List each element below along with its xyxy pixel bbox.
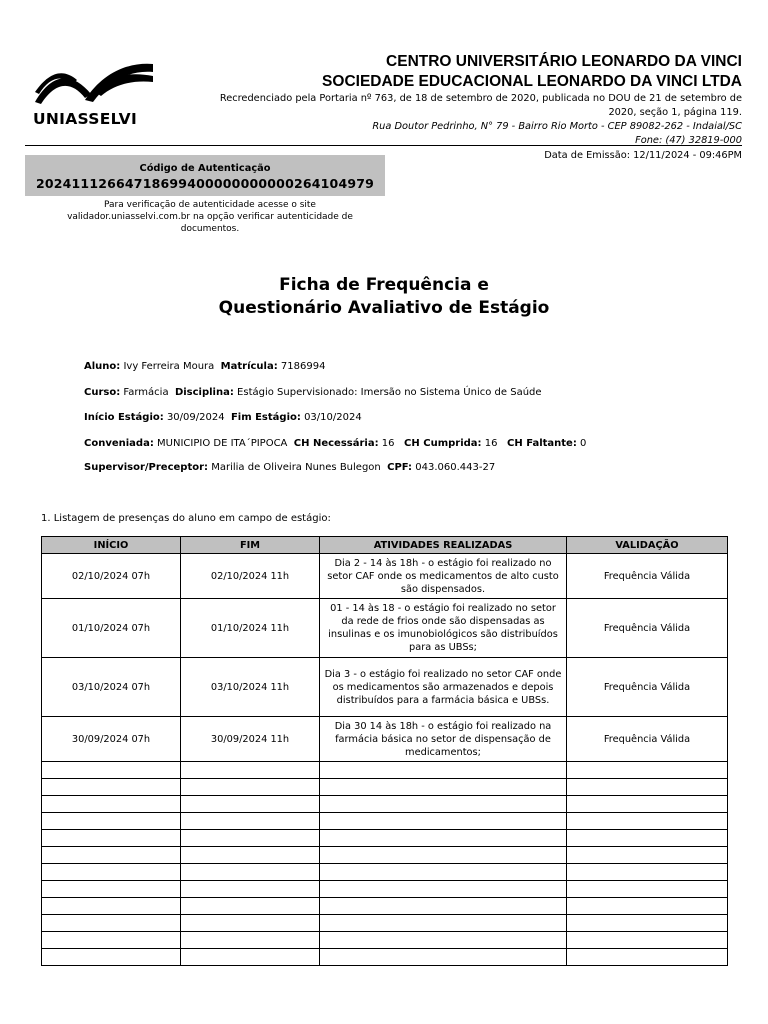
disciplina-label: Disciplina: [174, 387, 234, 398]
attendance-header-row [42, 537, 728, 554]
cell-inicio: 01/10/2024 07h [42, 599, 181, 658]
cell-inicio: 03/10/2024 07h [42, 658, 181, 717]
inicio-value: 30/09/2024 [166, 412, 225, 423]
table-row [42, 554, 728, 599]
cell-fim: 30/09/2024 11h [181, 717, 320, 762]
authentication-code: 20241112664718699400000000000264104979 [35, 176, 375, 191]
empty-row [42, 847, 728, 864]
empty-row [42, 949, 728, 966]
cell-inicio: 02/10/2024 07h [42, 554, 181, 599]
table-row [42, 658, 728, 717]
cell-fim: 02/10/2024 11h [181, 554, 320, 599]
logo-text: UNIASSELVI [33, 110, 138, 128]
empty-row [42, 932, 728, 949]
curso-label: Curso: [84, 387, 121, 398]
disciplina-value: Estágio Supervisionado: Imersão no Sistema Único de Saúde [237, 387, 542, 398]
ch-faltante-label: CH Faltante: [507, 438, 577, 449]
institution-name-2: SOCIEDADE EDUCACIONAL LEONARDO DA VINCI LTDA [322, 73, 742, 90]
cell-validacao: Frequência Válida [567, 554, 728, 599]
cell-atividades: Dia 3 - o estágio foi realizado no setor CAF onde os medicamentos são armazenados e depois distribuídos para a farmácia básica e UBSs. [320, 658, 567, 717]
uniasselvi-logo [33, 62, 155, 128]
empty-row [42, 813, 728, 830]
empty-row [42, 864, 728, 881]
aluno-value: Ivy Ferreira Moura [123, 361, 215, 372]
authentication-label: Código de Autenticação [139, 163, 271, 174]
matricula-label: Matrícula: [220, 361, 278, 372]
conveniada-value: MUNICIPIO DE ITA´PIPOCA [157, 438, 288, 449]
verification-note [25, 199, 395, 235]
section-1-heading: 1. Listagem de presenças do aluno em campo de estágio: [41, 513, 331, 524]
header-divider [25, 145, 742, 146]
supervisor-value: Marilia de Oliveira Nunes Bulegon [211, 462, 381, 473]
institution-phone: Fone: (47) 32819-000 [635, 135, 742, 146]
table-row [42, 717, 728, 762]
logo-wings-icon [33, 62, 155, 108]
cpf-label: CPF: [387, 462, 413, 473]
empty-row [42, 779, 728, 796]
info-row-supervisor [84, 462, 495, 473]
curso-value: Farmácia [123, 387, 169, 398]
institution-name-1: CENTRO UNIVERSITÁRIO LEONARDO DA VINCI [386, 53, 742, 70]
institution-ordinance-line1: Recredenciado pela Portaria nº 763, de 18 de setembro de 2020, publicada no DOU de 21 de setembro de [219, 93, 742, 104]
issue-date: Data de Emissão: 12/11/2024 - 09:46PM [544, 150, 742, 161]
cell-atividades: Dia 2 - 14 às 18h - o estágio foi realizado no setor CAF onde os medicamentos de alto custo são dispensados. [320, 554, 567, 599]
authentication-box [25, 155, 385, 196]
ch-cumprida-label: CH Cumprida: [404, 438, 482, 449]
cell-validacao: Frequência Válida [567, 599, 728, 658]
supervisor-label: Supervisor/Preceptor: [84, 462, 209, 473]
conveniada-label: Conveniada: [84, 438, 154, 449]
cell-inicio: 30/09/2024 07h [42, 717, 181, 762]
info-row-aluno [84, 361, 325, 372]
empty-row [42, 881, 728, 898]
header-inicio: INÍCIO [42, 537, 181, 554]
document-title-line-2: Questionário Avaliativo de Estágio [218, 298, 550, 318]
inicio-label: Início Estágio: [84, 412, 164, 423]
institution-address: Rua Doutor Pedrinho, N° 79 - Bairro Rio Morto - CEP 89082-262 - Indaial/SC [372, 121, 742, 132]
cell-validacao: Frequência Válida [567, 658, 728, 717]
institution-ordinance-line2: 2020, seção 1, página 119. [608, 107, 742, 118]
cell-fim: 01/10/2024 11h [181, 599, 320, 658]
ch-necessaria-value: 16 [381, 438, 395, 449]
cell-fim: 03/10/2024 11h [181, 658, 320, 717]
empty-row [42, 830, 728, 847]
empty-row [42, 898, 728, 915]
info-row-dates [84, 412, 362, 423]
institution-header [220, 52, 742, 148]
cell-atividades: 01 - 14 às 18 - o estágio foi realizado no setor da rede de frios onde são dispensadas as insulinas e os imunobiológicos são distribuídos para as UBSs; [320, 599, 567, 658]
info-row-conveniada [84, 438, 586, 449]
empty-row [42, 796, 728, 813]
ch-faltante-value: 0 [580, 438, 587, 449]
attendance-table [41, 536, 728, 966]
table-row [42, 599, 728, 658]
fim-value: 03/10/2024 [304, 412, 362, 423]
verification-line-3: documentos. [180, 224, 240, 234]
cell-atividades: Dia 30 14 às 18h - o estágio foi realizado na farmácia básica no setor de dispensação de medicamentos; [320, 717, 567, 762]
header-fim: FIM [181, 537, 320, 554]
matricula-value: 7186994 [280, 361, 326, 372]
header-atividades: ATIVIDADES REALIZADAS [320, 537, 567, 554]
cpf-value: 043.060.443-27 [415, 462, 496, 473]
document-title [0, 274, 768, 320]
ch-necessaria-label: CH Necessária: [293, 438, 379, 449]
aluno-label: Aluno: [84, 361, 121, 372]
info-row-curso [84, 387, 542, 398]
empty-row [42, 915, 728, 932]
document-title-line-1: Ficha de Frequência e [279, 275, 489, 295]
cell-validacao: Frequência Válida [567, 717, 728, 762]
verification-line-1: Para verificação de autenticidade acesse o site [104, 200, 316, 210]
verification-line-2: validador.uniasselvi.com.br na opção verificar autenticidade de [67, 212, 353, 222]
header-validacao: VALIDAÇÃO [567, 537, 728, 554]
empty-row [42, 762, 728, 779]
ch-cumprida-value: 16 [484, 438, 498, 449]
fim-label: Fim Estágio: [230, 412, 301, 423]
